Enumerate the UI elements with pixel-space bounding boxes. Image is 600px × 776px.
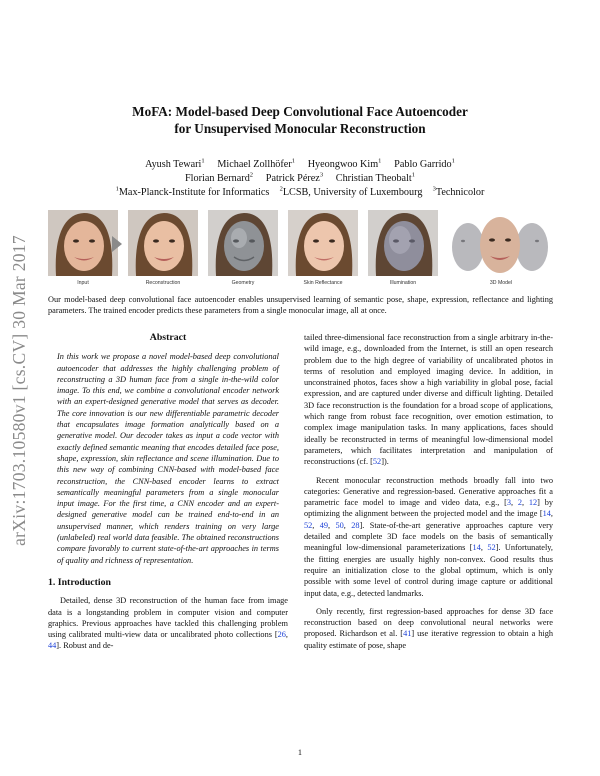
teaser-label: Reconstruction <box>145 280 181 286</box>
affiliation: Technicolor <box>435 187 485 198</box>
body-paragraph: Only recently, first regression-based approaches for dense 3D face reconstruction based on deep convolutional neural networks were proposed. Richardson et al. [41] use iterative regression to obtain a high quality estimate of pose, shape <box>304 606 554 650</box>
paper-title <box>60 103 540 137</box>
right-column <box>304 332 553 651</box>
left-column <box>48 332 288 652</box>
author-name: Ayush Tewari <box>145 159 202 170</box>
citation-link[interactable]: 52 <box>304 520 313 530</box>
citation-link[interactable]: 41 <box>403 629 412 639</box>
teaser-label: 3D Model <box>489 280 513 286</box>
citation-link[interactable]: 2 <box>517 498 522 508</box>
input-face-image <box>48 210 118 276</box>
arxiv-stamp: arXiv:1703.10580v1 [cs.CV] 30 Mar 2017 <box>8 234 29 546</box>
citation-link[interactable]: 12 <box>528 498 538 508</box>
author-name: Michael Zollhöfer <box>217 159 292 170</box>
author-line-1: Ayush Tewari$^1$ Michael Zollhöfer$^1$ Hyeongwoo Kim$^1$ Pablo Garrido$^1$ <box>145 157 455 170</box>
author-name: Florian Bernard <box>185 173 250 184</box>
author-name: Pablo Garrido <box>394 159 452 170</box>
abstract-heading: Abstract <box>149 332 187 343</box>
skin-reflectance-image <box>288 210 358 276</box>
3d-model-image <box>448 214 552 276</box>
teaser-figure <box>48 210 553 290</box>
citation-link[interactable]: 3 <box>506 498 511 508</box>
author-name: Christian Theobalt <box>335 173 412 184</box>
body-paragraph: tailed three-dimensional face reconstruction from a single arbitrary in-the-wild image, e.g., downloaded from the Internet, is still an open research problem due to the high degree of variability of uncalibrated photos in terms of resolution and employed imaging device. In addition, in unconstrained photos, faces show a high variability in global pose, facial expression, and are captured under diverse and difficult lighting. Detailed 3D face reconstruction is the foundation for a broad scope of applications, which range from robust face recognition, over emotion estimation, to complex image manipulation tasks. In many applications, faces should ideally be reconstructed in terms of meaningful low-dimensional model parameters, which facilitates interpretation and manipulation of reconstructions (cf. [52]). <box>304 333 553 467</box>
teaser-label: Input <box>77 280 89 286</box>
author-block <box>60 158 540 200</box>
citation-link[interactable]: 14 <box>542 509 551 519</box>
author-name: Patrick Pérez <box>265 173 320 184</box>
geometry-image <box>208 210 278 276</box>
page-number: 1 <box>297 748 303 757</box>
figure-caption: Our model-based deep convolutional face autoencoder enables unsupervised learning of semantic pose, shape, expression, reflectance and lighting parameters. The trained encoder predicts these parameters from a single monocular image, all at once. <box>48 295 553 316</box>
illumination-image <box>368 210 438 276</box>
author-line-2: Florian Bernard$^2$ Patrick Pérez$^3$ Christian Theobalt$^1$ <box>185 171 415 184</box>
affiliations-line: $^1$Max-Planck-Institute for Informatics $^2$LCSB, University of Luxembourg $^3$Technicolor <box>115 185 485 198</box>
intro-paragraph: Detailed, dense 3D reconstruction of the human face from image data is a longstanding problem in computer vision and computer graphics. Previous approaches have tackled this challenging problem using calibrated multi-view data or uncalibrated photo collections [26, 44]. Robust and de- <box>48 596 288 651</box>
body-paragraph: Recent monocular reconstruction methods broadly fall into two categories: Generative and regression-based. Generative approaches fit a parametric face model to image and video data, e.g., [3, 2, 12] by optimizing the alignment between the projected model and the image [14, 52, 49, 50, 28]. State-of-the-art generative approaches capture very detailed and complete 3D face models on the basis of semantically meaningful low-dimensional parameterizations [14, 52]. Unfortunately, the fitting energies are usually highly non-convex. Good results thus require an initialization close to the global optimum, which is only possible with some level of control during image capture or additional input data, e.g., detected landmarks. <box>304 475 553 598</box>
affiliation: LCSB, University of Luxembourg <box>282 187 423 198</box>
citation-link[interactable]: 28 <box>351 520 360 530</box>
affiliation: Max-Planck-Institute for Informatics <box>118 187 270 198</box>
citation-link[interactable]: 52 <box>372 457 382 467</box>
teaser-label: Skin Reflectance <box>303 280 343 286</box>
citation-link[interactable]: 49 <box>319 520 329 530</box>
abstract-text: In this work we propose a novel model-based deep convolutional autoencoder that addresses the highly challenging problem of reconstructing a 3D human face from a single in-the-wild color image. To this end, we combine a convolutional encoder network with an expert-designed generative model that serves as decoder. The core innovation is our new differentiable parametric decoder that encapsulates image formation analytically based on a generative model. Our decoder takes as input a code vector with exactly defined semantic meaning that encodes detailed face pose, shape, expression, skin reflectance and scene illumination. Due to this new way of combining CNN-based with model-based face reconstruction, the CNN-based encoder learns to extract semantically meaningful parameters from a single monocular input image. For the first time, a CNN encoder and an expert-designed generative model can be trained end-to-end in an unsupervised manner, which renders training on very large (unlabeled) real world data feasible. The obtained reconstructions compare favorably to current state-of-the-art approaches in terms of quality and richness of representation. <box>57 352 279 565</box>
citation-link[interactable]: 50 <box>335 520 344 530</box>
title-line-1: MoFA: Model-based Deep Convolutional Face Autoencoder <box>132 104 468 119</box>
citation-link[interactable]: 26 <box>277 630 286 640</box>
reconstruction-image <box>128 210 198 276</box>
author-name: Hyeongwoo Kim <box>307 159 379 170</box>
teaser-label: Geometry <box>231 280 255 286</box>
citation-link[interactable]: 44 <box>48 641 57 651</box>
teaser-label: Illumination <box>389 280 417 286</box>
citation-link[interactable]: 14 <box>472 543 481 553</box>
citation-link[interactable]: 52 <box>487 543 496 553</box>
section-heading: 1. Introduction <box>48 576 111 588</box>
title-line-2: for Unsupervised Monocular Reconstruction <box>174 121 426 136</box>
arrow-icon <box>112 236 122 252</box>
